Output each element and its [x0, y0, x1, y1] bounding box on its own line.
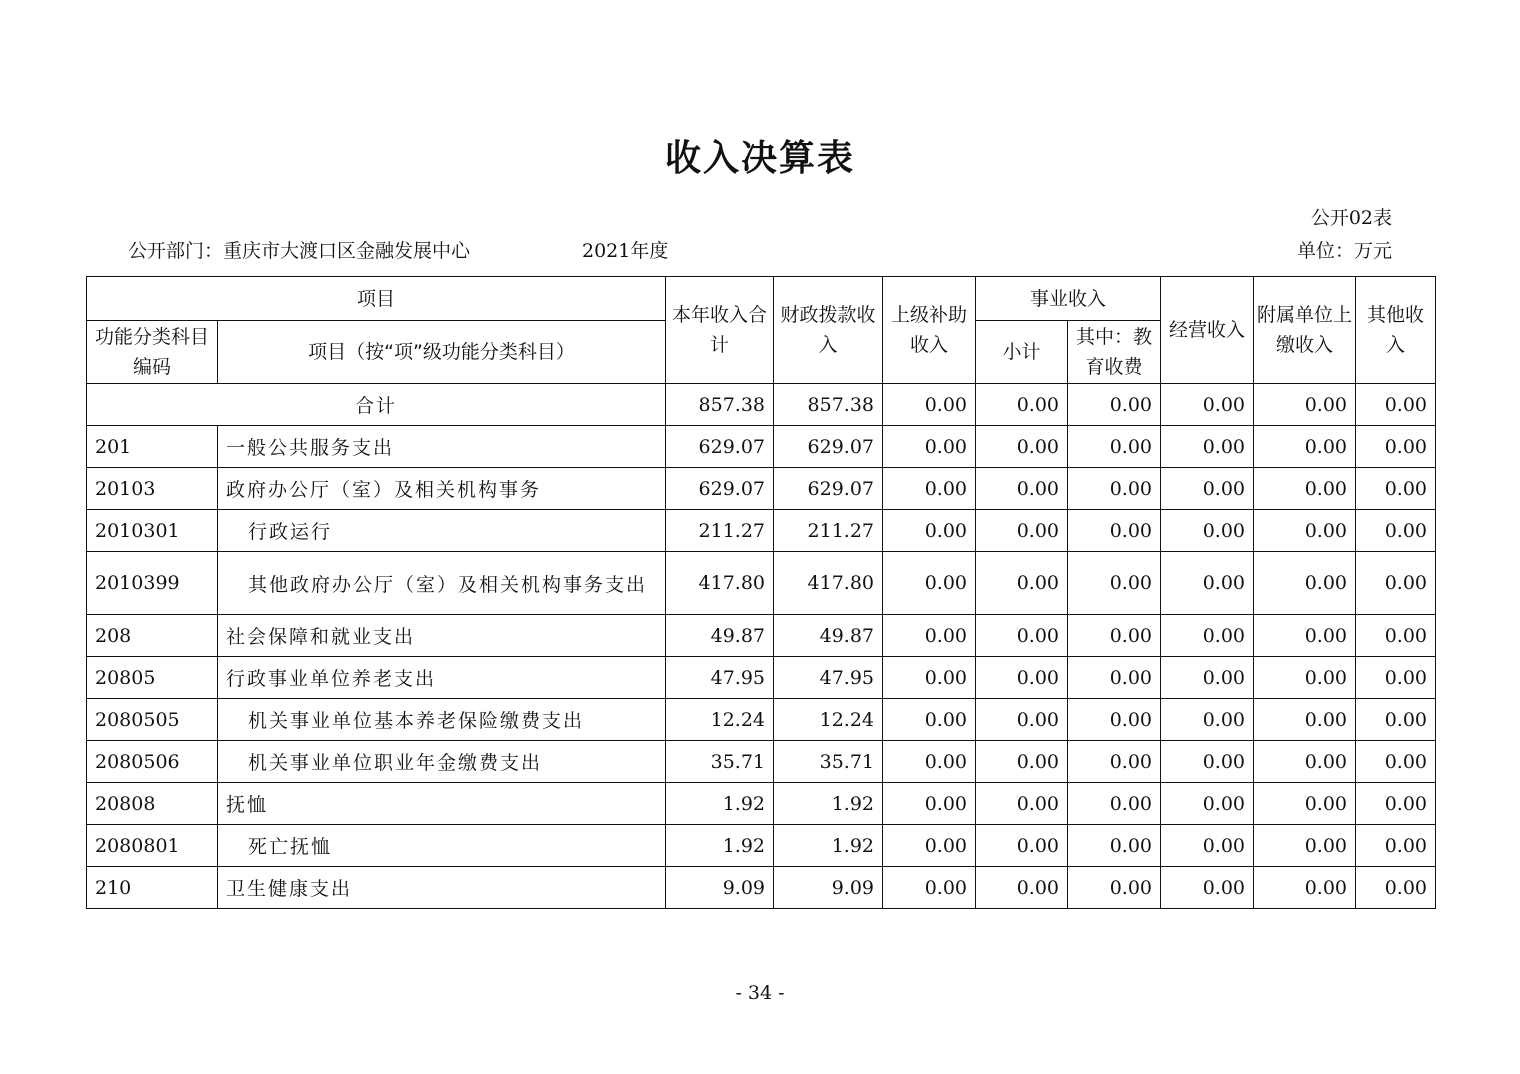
row-value: 0.00: [883, 615, 976, 657]
row-value: 0.00: [1161, 741, 1254, 783]
row-value: 0.00: [1161, 825, 1254, 867]
row-value: 0.00: [1068, 741, 1161, 783]
row-value: 0.00: [976, 783, 1068, 825]
total-value: 0.00: [1068, 384, 1161, 426]
table-body: [87, 384, 1436, 909]
table-row: [87, 825, 1436, 867]
row-value: 0.00: [1068, 657, 1161, 699]
form-code: 公开02表: [1310, 207, 1392, 229]
row-value: 0.00: [883, 741, 976, 783]
row-value: 1.92: [666, 825, 774, 867]
row-value: 0.00: [1161, 783, 1254, 825]
row-value: 0.00: [976, 657, 1068, 699]
row-value: 0.00: [1356, 783, 1436, 825]
row-value: 0.00: [1254, 615, 1356, 657]
header-func-name: 项目（按“项”级功能分类科目）: [218, 321, 666, 384]
row-code: 208: [87, 615, 218, 657]
row-value: 417.80: [666, 552, 774, 615]
total-value: 0.00: [976, 384, 1068, 426]
row-value: 47.95: [666, 657, 774, 699]
table-row: [87, 468, 1436, 510]
header-affiliated: 附属单位上缴收入: [1254, 277, 1356, 384]
header-other: 其他收入: [1356, 277, 1436, 384]
row-value: 0.00: [1254, 783, 1356, 825]
row-code: 20808: [87, 783, 218, 825]
header-func-code: 功能分类科目编码: [87, 321, 218, 384]
row-name: 社会保障和就业支出: [218, 615, 666, 657]
row-value: 629.07: [774, 468, 883, 510]
row-value: 1.92: [666, 783, 774, 825]
row-value: 0.00: [1356, 657, 1436, 699]
header-superior-subsidy: 上级补助收入: [883, 277, 976, 384]
row-value: 0.00: [1161, 699, 1254, 741]
row-value: 0.00: [883, 468, 976, 510]
row-value: 629.07: [666, 468, 774, 510]
row-value: 0.00: [976, 510, 1068, 552]
row-value: 0.00: [1356, 426, 1436, 468]
row-value: 0.00: [1254, 468, 1356, 510]
row-name: 政府办公厅（室）及相关机构事务: [218, 468, 666, 510]
row-value: 0.00: [1161, 657, 1254, 699]
table-row: [87, 783, 1436, 825]
row-code: 2080506: [87, 741, 218, 783]
row-value: 417.80: [774, 552, 883, 615]
row-value: 0.00: [1068, 825, 1161, 867]
row-name: 行政运行: [218, 510, 666, 552]
row-value: 0.00: [1254, 552, 1356, 615]
row-value: 0.00: [883, 825, 976, 867]
table-row: [87, 615, 1436, 657]
row-code: 20103: [87, 468, 218, 510]
header-project: 项目: [87, 277, 666, 321]
row-value: 0.00: [1068, 699, 1161, 741]
row-value: 0.00: [1161, 867, 1254, 909]
row-value: 35.71: [774, 741, 883, 783]
row-code: 201: [87, 426, 218, 468]
row-value: 0.00: [1356, 825, 1436, 867]
total-label: 合计: [87, 384, 666, 426]
row-code: 210: [87, 867, 218, 909]
row-value: 0.00: [883, 510, 976, 552]
row-name: 抚恤: [218, 783, 666, 825]
row-value: 0.00: [1356, 552, 1436, 615]
row-name: 其他政府办公厅（室）及相关机构事务支出: [218, 552, 666, 615]
table-row: [87, 867, 1436, 909]
header-operating: 经营收入: [1161, 277, 1254, 384]
row-value: 35.71: [666, 741, 774, 783]
row-value: 0.00: [1254, 741, 1356, 783]
table-row: [87, 510, 1436, 552]
row-value: 0.00: [883, 783, 976, 825]
row-value: 0.00: [1254, 867, 1356, 909]
row-code: 2080505: [87, 699, 218, 741]
row-value: 0.00: [976, 867, 1068, 909]
row-value: 0.00: [976, 615, 1068, 657]
row-code: 2010399: [87, 552, 218, 615]
total-value: 0.00: [1356, 384, 1436, 426]
row-value: 0.00: [1356, 615, 1436, 657]
row-value: 0.00: [1068, 552, 1161, 615]
row-value: 9.09: [774, 867, 883, 909]
row-value: 0.00: [1254, 426, 1356, 468]
row-value: 0.00: [1161, 426, 1254, 468]
row-value: 0.00: [1068, 510, 1161, 552]
row-value: 47.95: [774, 657, 883, 699]
total-value: 0.00: [1254, 384, 1356, 426]
row-value: 9.09: [666, 867, 774, 909]
total-row: [87, 384, 1436, 426]
row-value: 0.00: [1068, 783, 1161, 825]
row-name: 机关事业单位职业年金缴费支出: [218, 741, 666, 783]
fiscal-year: 2021年度: [582, 240, 669, 262]
table-row: [87, 657, 1436, 699]
row-value: 211.27: [666, 510, 774, 552]
row-value: 0.00: [1356, 699, 1436, 741]
row-value: 0.00: [1161, 510, 1254, 552]
row-value: 49.87: [774, 615, 883, 657]
row-value: 0.00: [1356, 741, 1436, 783]
total-value: 0.00: [883, 384, 976, 426]
header-business-income: 事业收入: [976, 277, 1161, 321]
row-name: 死亡抚恤: [218, 825, 666, 867]
total-value: 857.38: [666, 384, 774, 426]
row-value: 0.00: [1356, 468, 1436, 510]
header-fiscal: 财政拨款收入: [774, 277, 883, 384]
header-subtotal: 小计: [976, 321, 1068, 384]
row-value: 0.00: [976, 699, 1068, 741]
row-name: 行政事业单位养老支出: [218, 657, 666, 699]
row-value: 0.00: [976, 426, 1068, 468]
row-name: 机关事业单位基本养老保险缴费支出: [218, 699, 666, 741]
header-total-income: 本年收入合计: [666, 277, 774, 384]
row-value: 0.00: [976, 552, 1068, 615]
table-row: [87, 426, 1436, 468]
row-value: 1.92: [774, 783, 883, 825]
row-value: 12.24: [666, 699, 774, 741]
row-value: 0.00: [1161, 552, 1254, 615]
row-value: 0.00: [1161, 615, 1254, 657]
department-label: 公开部门：重庆市大渡口区金融发展中心: [128, 240, 471, 262]
table-row: [87, 699, 1436, 741]
row-value: 0.00: [1068, 867, 1161, 909]
row-value: 49.87: [666, 615, 774, 657]
row-code: 2010301: [87, 510, 218, 552]
row-name: 一般公共服务支出: [218, 426, 666, 468]
row-value: 0.00: [1254, 510, 1356, 552]
page-number: - 34 -: [735, 982, 785, 1004]
income-table: [86, 276, 1436, 909]
total-value: 857.38: [774, 384, 883, 426]
row-value: 0.00: [883, 552, 976, 615]
row-value: 0.00: [1254, 657, 1356, 699]
row-value: 0.00: [1356, 867, 1436, 909]
row-value: 0.00: [883, 426, 976, 468]
row-value: 0.00: [1254, 825, 1356, 867]
row-value: 0.00: [1356, 510, 1436, 552]
row-value: 0.00: [1254, 699, 1356, 741]
row-value: 0.00: [883, 657, 976, 699]
row-value: 12.24: [774, 699, 883, 741]
row-value: 629.07: [774, 426, 883, 468]
row-value: 0.00: [976, 741, 1068, 783]
row-value: 0.00: [1068, 426, 1161, 468]
row-value: 1.92: [774, 825, 883, 867]
row-value: 0.00: [976, 468, 1068, 510]
row-value: 0.00: [1068, 615, 1161, 657]
row-value: 0.00: [1068, 468, 1161, 510]
row-code: 2080801: [87, 825, 218, 867]
row-value: 629.07: [666, 426, 774, 468]
table-row: [87, 741, 1436, 783]
row-value: 0.00: [976, 825, 1068, 867]
row-value: 0.00: [1161, 468, 1254, 510]
row-value: 211.27: [774, 510, 883, 552]
table-row: [87, 552, 1436, 615]
page-title: 收入决算表: [664, 138, 855, 179]
row-value: 0.00: [883, 867, 976, 909]
header-edu-fee: 其中：教育收费: [1068, 321, 1161, 384]
row-value: 0.00: [883, 699, 976, 741]
row-name: 卫生健康支出: [218, 867, 666, 909]
unit-label: 单位：万元: [1296, 240, 1392, 262]
row-code: 20805: [87, 657, 218, 699]
total-value: 0.00: [1161, 384, 1254, 426]
